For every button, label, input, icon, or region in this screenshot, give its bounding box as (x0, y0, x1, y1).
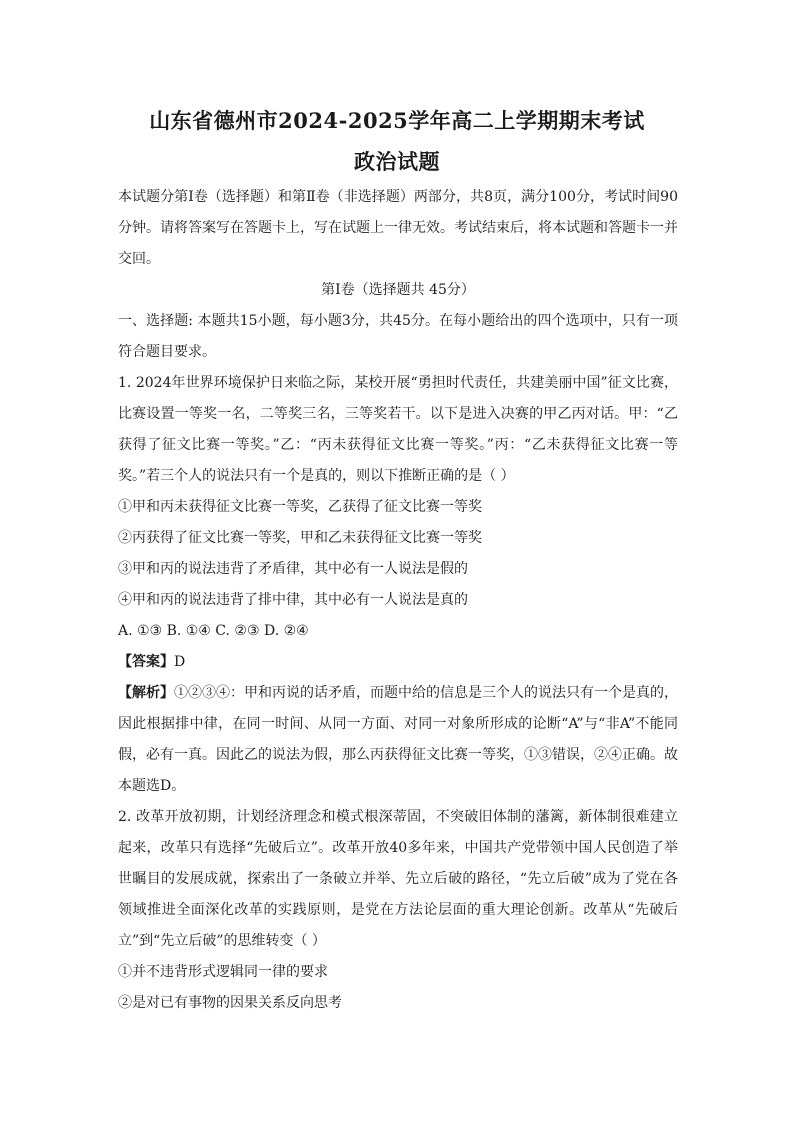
question-2-option-1: ①并不违背形式逻辑同一律的要求 (118, 964, 328, 980)
question-1-stem: 1. 2024年世界环境保护日来临之际，某校开展“勇担时代责任，共建美丽中国”征文比赛，比赛设置一等奖一名，二等奖三名，三等奖若干。以下是进入决赛的甲乙丙对话。甲：“乙获得了征文比赛一等奖。”乙：“丙未获得征文比赛一等奖。”丙：“乙未获得征文比赛一等奖。”若三个人的说法只有一个是真的，则以下推断正确的是（ ） (118, 375, 678, 484)
section-heading: 第Ⅰ卷（选择题共 45分） (321, 282, 475, 298)
exam-subtitle: 政治试题 (354, 149, 440, 174)
question-1-option-1: ①甲和丙未获得征文比赛一等奖，乙获得了征文比赛一等奖 (118, 499, 482, 515)
question-2-option-2: ②是对已有事物的因果关系反向思考 (118, 995, 342, 1011)
answer-value: D (174, 654, 186, 670)
question-1-option-3: ③甲和丙的说法违背了矛盾律，其中必有一人说法是假的 (118, 561, 468, 577)
analysis-text: ①②③④：甲和丙说的话矛盾，而题中给的信息是三个人的说法只有一个是真的，因此根据排中律，在同一时间、从同一方面、对同一对象所形成的论断“A”与“非A”不能同假，必有一真。因此乙的说法为假，那么丙获得征文比赛一等奖，①③错误，②④正确。故本题选D。 (118, 685, 678, 794)
question-2-stem: 2. 改革开放初期，计划经济理念和模式根深蒂固，不突破旧体制的藩篱，新体制很难建立起来，改革只有选择“先破后立”。改革开放40多年来，中国共产党带领中国人民创造了举世瞩目的发展成就，探索出了一条破立并举、先立后破的路径，“先立后破”成为了党在各领域推进全面深化改革的实践原则，是党在方法论层面的重大理论创新。改革从“先破后立”到“先立后破”的思维转变（ ） (118, 809, 678, 949)
section-description: 一、选择题: 本题共15小题，每小题3分，共45分。在每小题给出的四个选项中，只有一项符合题目要求。 (118, 313, 678, 360)
question-1-option-4: ④甲和丙的说法违背了排中律，其中必有一人说法是真的 (118, 592, 468, 608)
exam-content (118, 182, 678, 1019)
exam-title: 山东省德州市2024-2025学年高二上学期期末考试 (149, 108, 645, 133)
question-1-choices: A. ①③ B. ①④ C. ②③ D. ②④ (118, 623, 309, 639)
question-1-answer (118, 647, 678, 678)
instructions-paragraph: 本试题分第Ⅰ卷（选择题）和第Ⅱ卷（非选择题）两部分，共8页，满分100分，考试时间90分钟。请将答案写在答题卡上，写在试题上一律无效。考试结束后，将本试题和答题卡一并交回。 (118, 189, 678, 267)
analysis-tag: 【解析】 (118, 685, 174, 701)
question-1-analysis (118, 678, 678, 802)
question-1-option-2: ②丙获得了征文比赛一等奖，甲和乙未获得征文比赛一等奖 (118, 530, 482, 546)
answer-tag: 【答案】 (118, 654, 174, 670)
